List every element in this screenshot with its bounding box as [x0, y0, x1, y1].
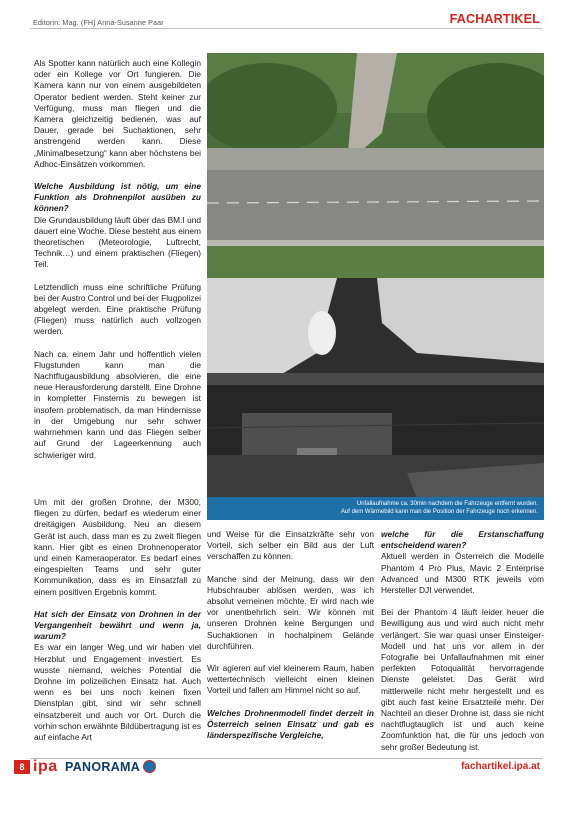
question-heading: Hat sich der Einsatz von Drohnen in der Vergangenheit bewährt und wenn ja, warum? — [34, 608, 201, 642]
question-heading: Welches Drohnenmodell findet derzeit in Österreich seinen Einsatz und gab es länderspezifische Vergleiche, — [207, 707, 374, 741]
paragraph: Als Spotter kann natürlich auch eine Kollegin oder ein Kollege vor Ort fungieren. Die Kamera kann nur von einem ausgebildeten Operator bedient werden. Steht keiner zur Verfügung, muss man fliegen und die Kamera gleichzeitig bedienen, was auf Dauer, gerade bei Suchaktionen, sehr anstrengend werden kann. Diese „Minimalbesetzung“ kann aber höchstens bei Adhoc-Einsätzen vorkommen. — [34, 58, 201, 169]
column-left-top — [34, 58, 201, 472]
paragraph: Nach ca. einem Jahr und hoffentlich vielen Flugstunden kann man die Nachtflugausbildung absolvieren, die eine neue Herausforderung darstellt. Eine Drohne in kompletter Finsternis zu bewegen ist insofern problematisch, da man Hindernisse in der Umgebung nur sehr schwer wahrnehmen kann und das Fliegen selber auf Grund der Lageerkennung auch schwieriger wird. — [34, 348, 201, 460]
paragraph: und Weise für die Einsatzkräfte sehr von Vorteil, sich selber ein Bild aus der Luft verschaffen zu können. — [207, 529, 374, 562]
paragraph: Die Grundausbildung läuft über das BM.I und dauert eine Woche. Diese besteht aus einem theoretischen (Meteorologie, Luftrecht, Technik…) und einem praktischen (Fliegen) Teil. — [34, 214, 201, 270]
paragraph: Um mit der großen Drohne, der M300, fliegen zu dürfen, bedarf es wiederum einer dreitägigen Ausbildung. Neu an diesem Gerät ist auch, dass man es zu zweit fliegen kann. Hier gibt es einen Drohnenoperator und einen Kameraoperator. Es bedarf eines eingespielten Teams und sehr guter Kommunikation, dass es im Einsatzfall zu einem positiven Ergebnis kommt. — [34, 497, 201, 597]
column-right — [381, 529, 544, 764]
footer-divider — [30, 758, 542, 759]
ipa-logo: ipa — [33, 758, 58, 775]
panorama-logo: PANORAMA — [65, 760, 141, 774]
question-heading: Welche Ausbildung ist nötig, um eine Funktion als Drohnenpilot ausüben zu können? — [34, 181, 201, 214]
paragraph: Wir agieren auf viel kleinerem Raum, haben wettertechnisch vielleicht einen kleinen Vorteil und fallen am Himmel nicht so auf. — [207, 663, 374, 696]
column-middle — [207, 529, 374, 741]
caption-line: Unfallaufnahme ca. 30min nachdem die Fahrzeuge entfernt wurden. — [356, 501, 538, 507]
footer-url: fachartikel.ipa.at — [461, 761, 540, 772]
column-left-bottom — [34, 497, 201, 754]
paragraph: Bei der Phantom 4 läuft leider heuer die Bewilligung aus und wird auch nicht mehr verlängert. Sie war quasi unser Einsteiger-Modell und hat uns vor allem in der Fotografie bei Unfallaufnahmen mit einer perfekten Fotoqualität hervorragende Dienste geleistet. Das Gerät wird mittlerweile nicht mehr hergestellt und es gibt auch fast keine Ersatzteile mehr. Der Nachteil an dieser Drohne ist, dass sie nicht nachtflugtauglich ist und auch keine Zoomfunktion hat, die für uns jedoch von sehr großer Bedeutung ist. — [381, 607, 544, 752]
header-divider — [30, 28, 542, 29]
photo-caption — [207, 497, 544, 520]
caption-line: Auf dem Wärmebild kann man die Position der Fahrzeuge noch erkennen. — [340, 509, 538, 515]
aerial-photo — [207, 53, 544, 520]
paragraph: Aktuell werden in Österreich die Modelle Phantom 4 Pro Plus, Mavic 2 Enterprise Advanced und M300 RTK jeweils vom Hersteller DJI verwendet. — [381, 551, 544, 596]
paragraph: Manche sind der Meinung, dass wir den Hubschrauber ablösen werden, was ich absolut verneinen möchte. Er wird nach wie vor unentbehrlich sein. Wir können mit unseren Drohnen keine Bergungen und Suchaktionen in hochalpinem Gelände durchführen. — [207, 573, 374, 651]
ipa-emblem-icon — [143, 760, 156, 773]
paragraph: Letztendlich muss eine schriftliche Prüfung bei der Austro Control und bei der Flugpolizei abgelegt werden. Eine praktische Prüfung (Fliegen) muss natürlich auch vollzogen werden. — [34, 281, 201, 337]
section-title: FACHARTIKEL — [449, 12, 540, 26]
paragraph: Es war ein langer Weg und wir haben viel Herzblut und Engagement investiert. Es wusste niemand, welches Potential die Drohne im polizeilichen Einsatz hat. Auch wenn es bei uns noch keinen fixen Dienstplan gibt, sind wir sehr schnell einsatzbereit und auch vor Ort. Durch die vorhin schon erwähnte Bildübertragung ist es auf einfache Art — [34, 642, 201, 743]
editor-credit: Editorin: Mag. (FH) Anna-Susanne Paar — [33, 18, 164, 27]
page-number: 8 — [14, 760, 30, 774]
question-heading: welche für die Erstanschaffung entscheidend waren? — [381, 529, 544, 551]
